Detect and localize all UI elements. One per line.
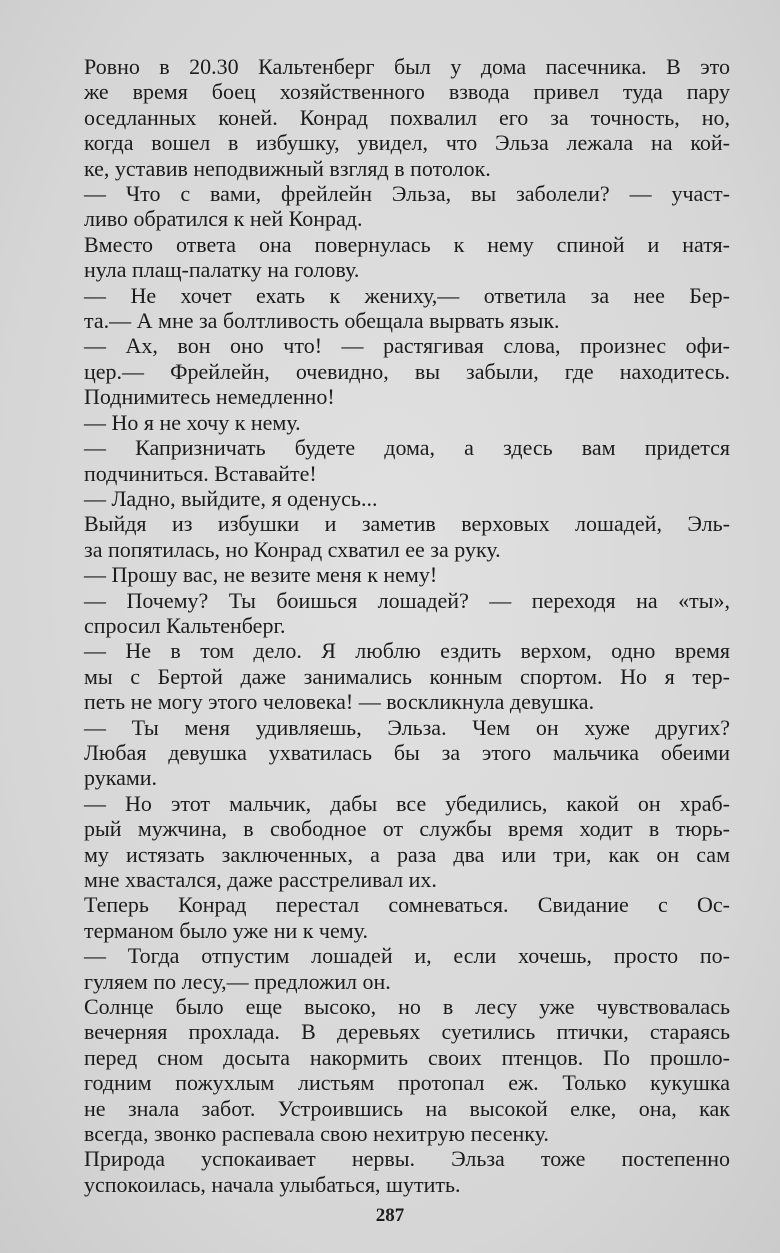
text-line: — Прошу вас, не везите меня к нему! [84, 562, 438, 588]
paragraph [44, 435, 730, 486]
text-line: годним пожухлым листьям протопал еж. Только кукушка [84, 1070, 730, 1096]
text-line: ке, уставив неподвижный взгляд в потолок. [84, 155, 491, 181]
paragraph [44, 588, 730, 639]
text-line: рый мужчина, в свободное от службы время ходит в тюрь- [84, 816, 730, 842]
text-line: Солнце было еще высоко, но в лесу уже чувствовалась [84, 994, 730, 1020]
text-line: му истязать заключенных, а раза два или три, как он сам [84, 841, 730, 867]
text-line: — Не хочет ехать к жениху,— ответила за нее Бер- [84, 282, 730, 308]
paragraph [44, 715, 730, 791]
text-line: Выйдя из избушки и заметив верховых лошадей, Эль- [84, 511, 730, 537]
paragraph [44, 410, 730, 435]
text-line: когда вошел в избушку, увидел, что Эльза лежала на кой- [84, 130, 730, 156]
text-line: цер.— Фрейлейн, очевидно, вы забыли, где находитесь. [84, 358, 730, 384]
text-line: подчиниться. Вставайте! [84, 460, 317, 486]
page-body-text [44, 54, 730, 1197]
text-line: оседланных коней. Конрад похвалил его за точность, но, [84, 104, 730, 130]
paragraph [44, 333, 730, 409]
page-number: 287 [375, 1205, 405, 1226]
text-line: мы с Бертой даже занимались конным спортом. Но я тер- [84, 663, 730, 689]
text-line: — Но этот мальчик, дабы все убедились, какой он храб- [84, 790, 730, 816]
text-line: нула плащ-палатку на голову. [84, 257, 360, 283]
text-line: — Ты меня удивляешь, Эльза. Чем он хуже других? [84, 714, 730, 740]
paragraph [44, 54, 730, 181]
text-line: спросил Кальтенберг. [84, 612, 286, 638]
text-line: гуляем по лесу,— предложил он. [84, 968, 391, 994]
paragraph [44, 791, 730, 893]
text-line: успокоилась, начала улыбаться, шутить. [84, 1171, 461, 1197]
text-line: ливо обратился к ней Конрад. [84, 206, 363, 232]
paragraph [44, 638, 730, 714]
paragraph [44, 562, 730, 587]
text-line: Ровно в 20.30 Кальтенберг был у дома пасечника. В это [84, 54, 730, 79]
text-line: — Ах, вон оно что! — растягивая слова, произнес офи- [84, 333, 730, 359]
text-line: Вместо ответа она повернулась к нему спиной и натя- [84, 231, 730, 257]
text-line: Теперь Конрад перестал сомневаться. Свидание с Ос- [84, 892, 730, 918]
text-line: — Что с вами, фрейлейн Эльза, вы заболели? — участ- [84, 181, 730, 207]
paragraph [44, 511, 730, 562]
paragraph [44, 892, 730, 943]
paragraph [44, 994, 730, 1146]
text-line: перед сном досыта накормить своих птенцов. По прошло- [84, 1044, 730, 1070]
text-line: — Не в том дело. Я люблю ездить верхом, одно время [84, 638, 730, 664]
text-line: Поднимитесь немедленно! [84, 384, 335, 410]
text-line: та.— А мне за болтливость обещала вырвать язык. [84, 308, 560, 334]
text-line: — Ладно, выйдите, я оденусь... [84, 485, 378, 511]
paragraph [44, 943, 730, 994]
text-line: вечерняя прохлада. В деревьях суетились птички, стараясь [84, 1019, 730, 1045]
paragraph [44, 283, 730, 334]
paragraph [44, 232, 730, 283]
text-line: — Но я не хочу к нему. [84, 409, 301, 435]
text-line: Любая девушка ухватилась бы за этого мальчика обеими [84, 739, 730, 765]
text-line: мне хвастался, даже расстреливал их. [84, 867, 437, 892]
paragraph [44, 486, 730, 511]
text-line: руками. [84, 765, 158, 791]
text-line: Природа успокаивает нервы. Эльза тоже постепенно [84, 1146, 730, 1172]
paragraph [44, 181, 730, 232]
paragraph [44, 1146, 730, 1197]
text-line: — Почему? Ты боишься лошадей? — переходя на «ты», [84, 587, 730, 613]
text-line: терманом было уже ни к чему. [84, 917, 368, 943]
text-line: за попятилась, но Конрад схватил ее за руку. [84, 536, 501, 562]
text-line: — Тогда отпустим лошадей и, если хочешь, просто по- [84, 943, 730, 969]
text-line: всегда, звонко распевала свою нехитрую песенку. [84, 1121, 549, 1147]
text-line: — Капризничать будете дома, а здесь вам придется [84, 435, 730, 461]
text-line: не знала забот. Устроившись на высокой елке, она, как [84, 1095, 730, 1121]
text-line: петь не могу этого человека! — воскликнула девушка. [84, 689, 595, 715]
text-line: же время боец хозяйственного взвода привел туда пару [84, 79, 730, 105]
